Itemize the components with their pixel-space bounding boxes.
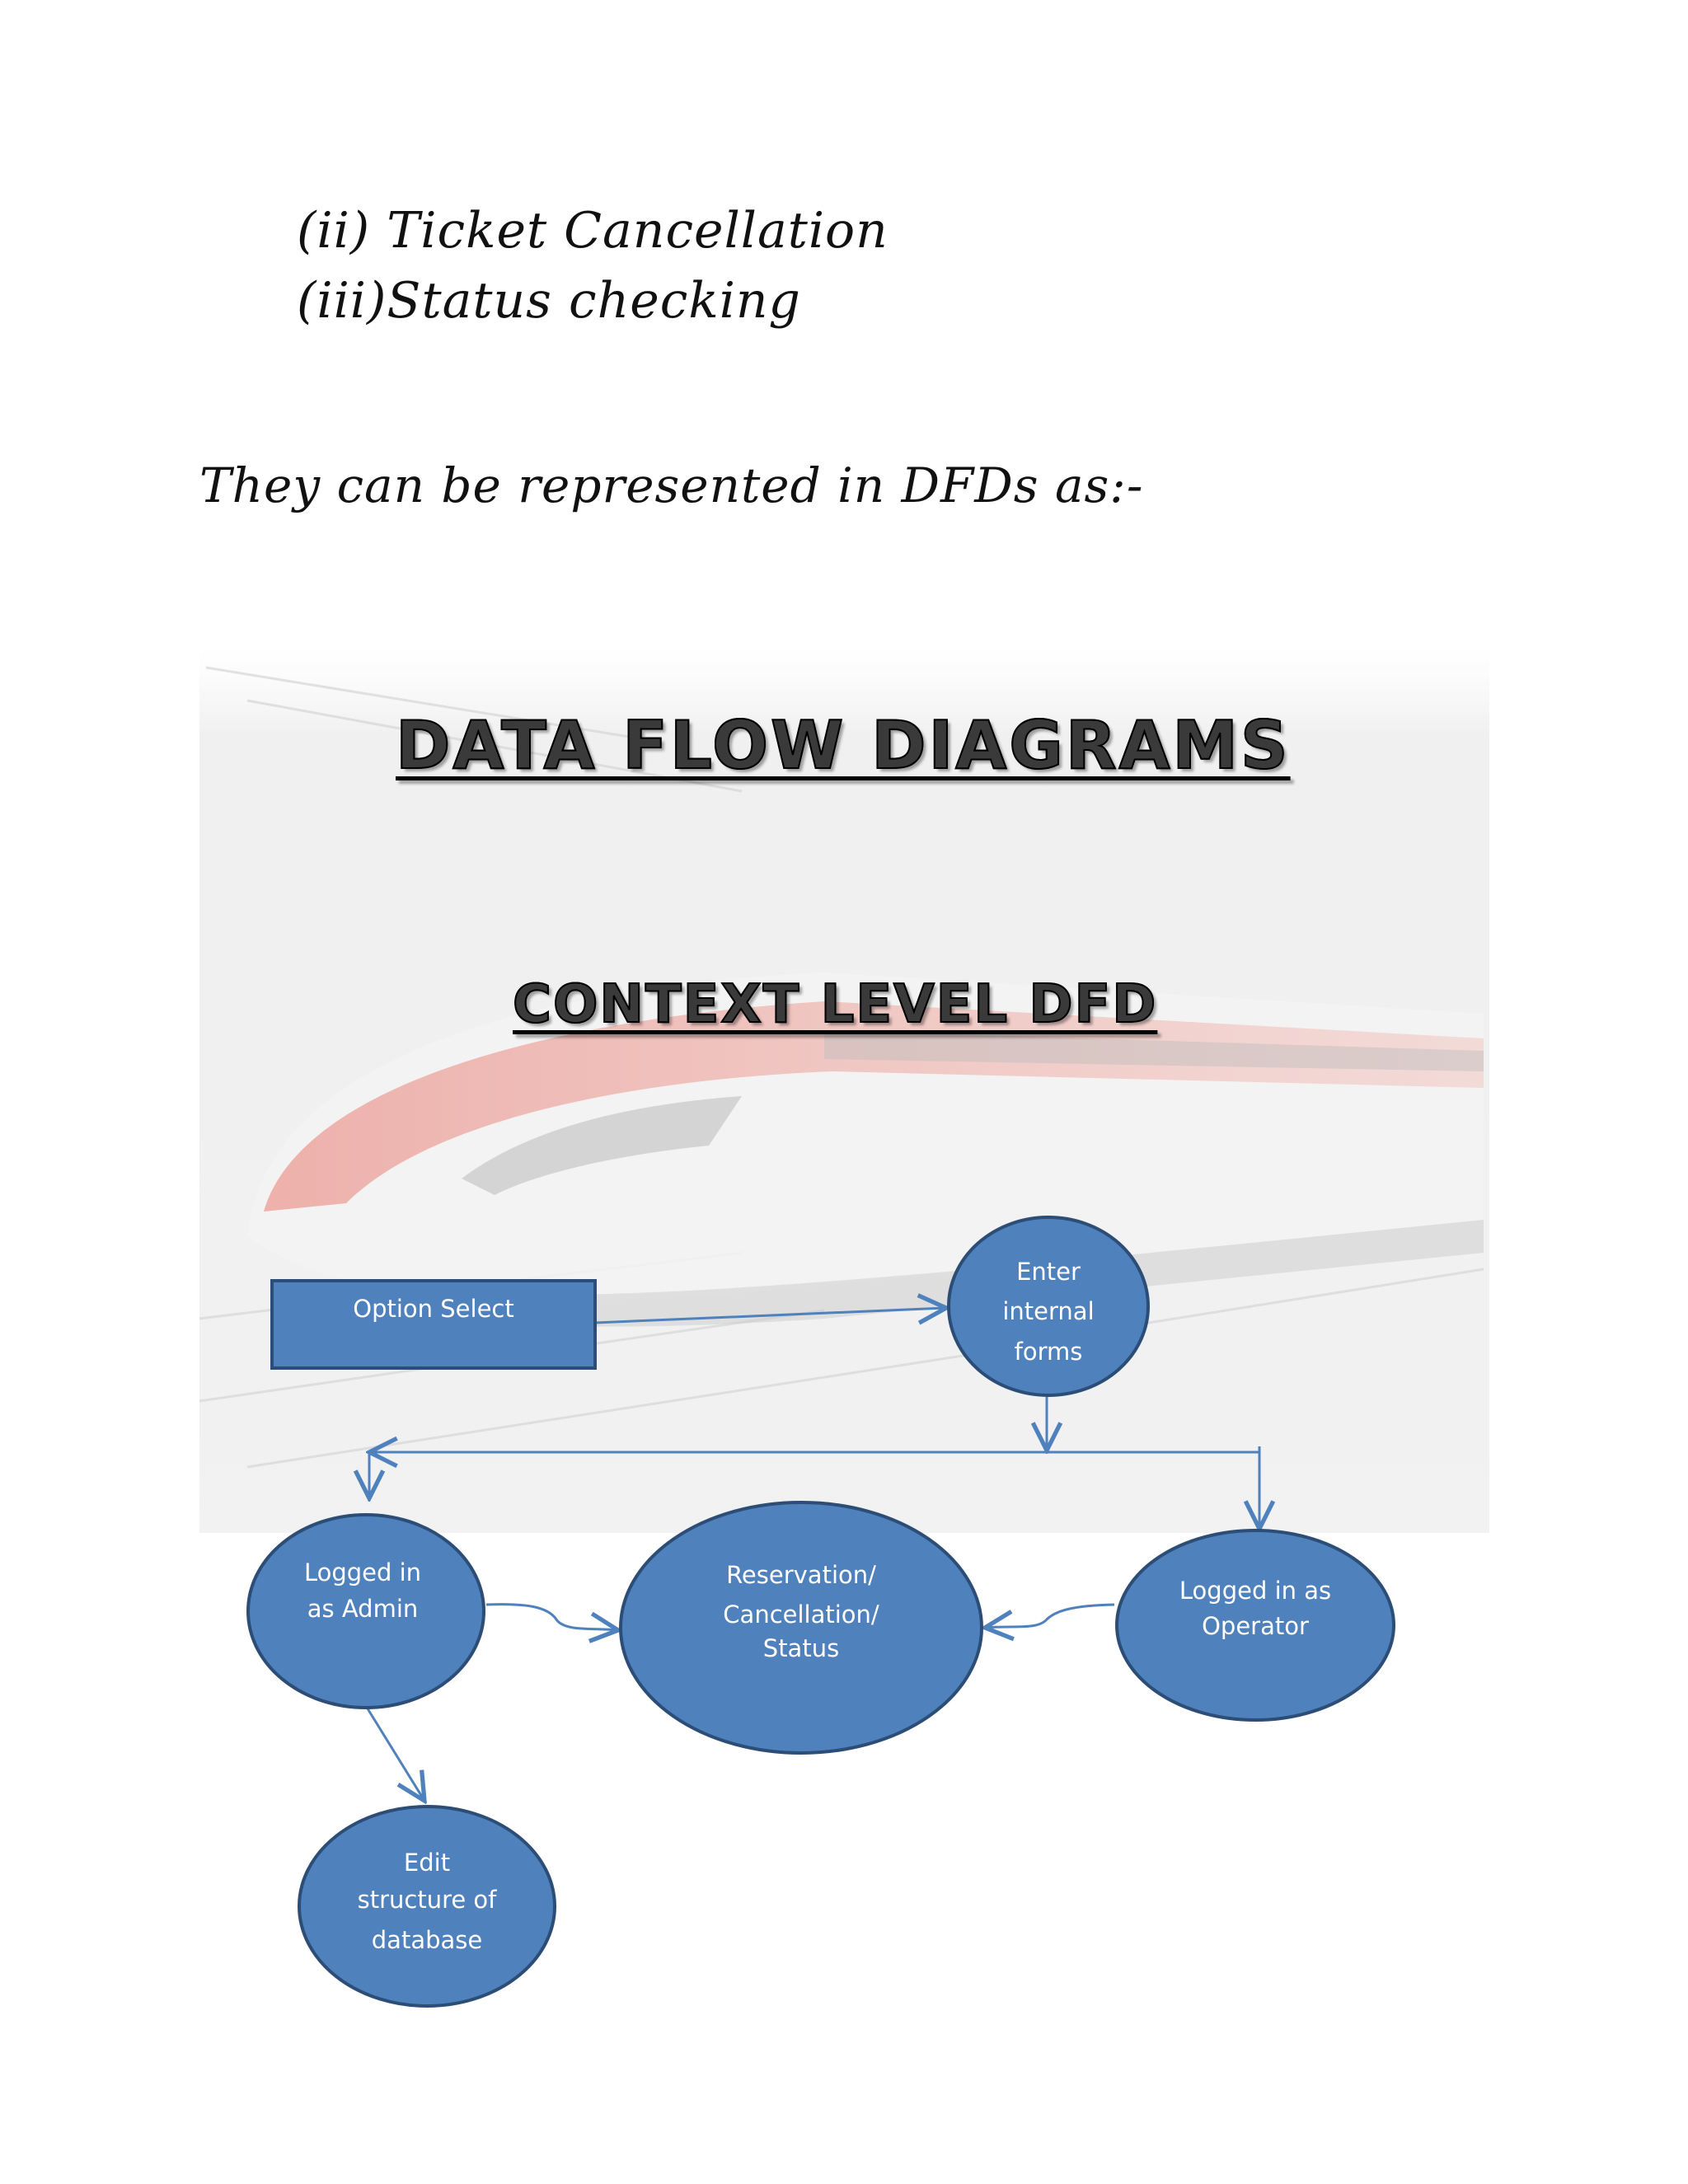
svg-text:internal: internal <box>1002 1297 1095 1325</box>
heading-data-flow-diagrams: DATA FLOW DIAGRAMS <box>396 707 1291 784</box>
arrow-option-to-forms <box>595 1308 946 1323</box>
reservation-node <box>621 1502 982 1753</box>
svg-text:Reservation/: Reservation/ <box>726 1561 876 1589</box>
svg-text:as Admin: as Admin <box>307 1595 419 1623</box>
svg-text:forms: forms <box>1014 1338 1083 1366</box>
arrow-admin-to-reservation <box>486 1605 618 1630</box>
arrow-admin-to-edit <box>366 1706 424 1801</box>
option-select-box <box>272 1281 595 1368</box>
edit-database-node <box>299 1807 555 2006</box>
list-item-ticket-cancellation: (ii) Ticket Cancellation <box>297 202 889 260</box>
svg-text:Logged in as: Logged in as <box>1179 1577 1332 1605</box>
svg-text:database: database <box>371 1926 483 1954</box>
svg-text:Logged in: Logged in <box>303 1558 422 1586</box>
svg-text:structure of: structure of <box>357 1886 497 1914</box>
svg-text:Edit: Edit <box>403 1849 451 1877</box>
svg-text:Operator: Operator <box>1202 1612 1309 1640</box>
heading-context-level-dfd: CONTEXT LEVEL DFD <box>513 974 1158 1035</box>
option-select-label: Option Select <box>353 1295 514 1323</box>
list-item-status-checking: (iii)Status checking <box>297 272 801 330</box>
operator-node <box>1117 1530 1394 1720</box>
arrow-operator-to-reservation <box>985 1605 1114 1628</box>
svg-text:Status: Status <box>762 1634 840 1662</box>
enter-forms-node <box>949 1217 1148 1395</box>
intro-sentence: They can be represented in DFDs as:- <box>199 457 1144 513</box>
svg-text:Cancellation/: Cancellation/ <box>723 1601 879 1629</box>
svg-text:Enter: Enter <box>1016 1258 1081 1286</box>
admin-node <box>248 1515 484 1708</box>
